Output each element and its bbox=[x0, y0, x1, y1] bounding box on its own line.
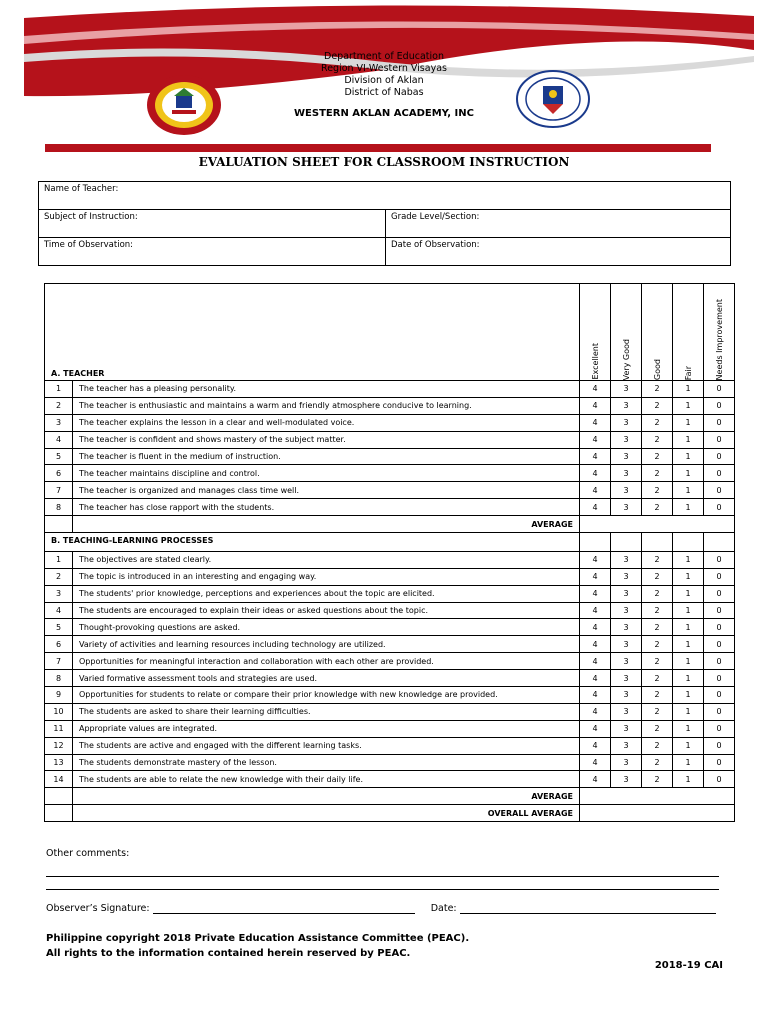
rating-option[interactable]: 1 bbox=[673, 720, 704, 737]
col-very-good: Very Good bbox=[611, 284, 642, 381]
signature-line[interactable] bbox=[153, 913, 415, 914]
rating-option[interactable]: 0 bbox=[704, 771, 735, 788]
table-row bbox=[45, 670, 735, 687]
item-number: 3 bbox=[45, 414, 73, 431]
rating-option[interactable]: 4 bbox=[580, 670, 611, 687]
rating-option[interactable]: 1 bbox=[673, 414, 704, 431]
item-number: 4 bbox=[45, 602, 73, 619]
rating-option[interactable]: 4 bbox=[580, 448, 611, 465]
item-number: 12 bbox=[45, 737, 73, 754]
rating-option[interactable]: 3 bbox=[611, 653, 642, 670]
rating-option[interactable]: 2 bbox=[642, 737, 673, 754]
rating-option[interactable]: 3 bbox=[611, 670, 642, 687]
item-number: 5 bbox=[45, 619, 73, 636]
rating-option[interactable]: 3 bbox=[611, 619, 642, 636]
rating-option[interactable]: 1 bbox=[673, 670, 704, 687]
rating-option[interactable]: 1 bbox=[673, 499, 704, 516]
table-row bbox=[45, 619, 735, 636]
table-row bbox=[45, 687, 735, 704]
col-needs-improvement: Needs Improvement bbox=[704, 284, 735, 381]
rating-option[interactable]: 1 bbox=[673, 585, 704, 602]
rating-option[interactable]: 3 bbox=[611, 720, 642, 737]
rating-option[interactable]: 2 bbox=[642, 720, 673, 737]
school-name: WESTERN AKLAN ACADEMY, INC bbox=[294, 108, 474, 119]
item-number: 14 bbox=[45, 771, 73, 788]
rating-option[interactable]: 4 bbox=[580, 720, 611, 737]
copyright-notice bbox=[46, 931, 469, 961]
item-number: 10 bbox=[45, 703, 73, 720]
rating-option[interactable]: 4 bbox=[580, 636, 611, 653]
comments-line-2[interactable] bbox=[46, 889, 719, 890]
item-number: 7 bbox=[45, 482, 73, 499]
table-row bbox=[45, 636, 735, 653]
section-b-average-row bbox=[45, 788, 735, 805]
rating-option[interactable]: 2 bbox=[642, 754, 673, 771]
item-number: 1 bbox=[45, 551, 73, 568]
rating-option[interactable]: 4 bbox=[580, 414, 611, 431]
rating-option[interactable]: 4 bbox=[580, 465, 611, 482]
rating-option[interactable]: 0 bbox=[704, 602, 735, 619]
blank-cell bbox=[673, 533, 704, 552]
item-statement: The teacher has close rapport with the students. bbox=[73, 499, 580, 516]
rating-option[interactable]: 4 bbox=[580, 397, 611, 414]
date-observation-field[interactable]: Date of Observation: bbox=[386, 238, 731, 266]
section-b-label: B. TEACHING-LEARNING PROCESSES bbox=[45, 533, 580, 552]
rating-option[interactable]: 0 bbox=[704, 414, 735, 431]
table-row bbox=[45, 602, 735, 619]
blank-cell bbox=[45, 805, 73, 822]
rating-option[interactable]: 2 bbox=[642, 687, 673, 704]
table-row bbox=[45, 431, 735, 448]
item-number: 2 bbox=[45, 568, 73, 585]
rating-option[interactable]: 3 bbox=[611, 381, 642, 398]
item-statement: The teacher has a pleasing personality. bbox=[73, 381, 580, 398]
item-number: 4 bbox=[45, 431, 73, 448]
section-a-average-label: AVERAGE bbox=[73, 516, 580, 533]
rating-option[interactable]: 2 bbox=[642, 381, 673, 398]
section-a-label: A. TEACHER bbox=[45, 284, 580, 381]
department-line: Department of Education bbox=[324, 51, 444, 62]
section-a-average-value[interactable] bbox=[580, 516, 735, 533]
table-row bbox=[45, 585, 735, 602]
item-statement: The teacher maintains discipline and control. bbox=[73, 465, 580, 482]
item-statement: The objectives are stated clearly. bbox=[73, 551, 580, 568]
copyright-line-2: All rights to the information contained herein reserved by PEAC. bbox=[46, 948, 411, 959]
table-row bbox=[45, 551, 735, 568]
item-statement: Opportunities for meaningful interaction and collaboration with each other are provided. bbox=[73, 653, 580, 670]
rating-option[interactable]: 3 bbox=[611, 568, 642, 585]
blank-cell bbox=[704, 533, 735, 552]
item-statement: The teacher is confident and shows mastery of the subject matter. bbox=[73, 431, 580, 448]
rating-option[interactable]: 2 bbox=[642, 499, 673, 516]
table-row bbox=[45, 737, 735, 754]
rating-option[interactable]: 2 bbox=[642, 703, 673, 720]
col-fair: Fair bbox=[673, 284, 704, 381]
table-row bbox=[45, 771, 735, 788]
signature-row bbox=[46, 903, 716, 914]
rating-option[interactable]: 1 bbox=[673, 754, 704, 771]
rating-option[interactable]: 0 bbox=[704, 636, 735, 653]
rating-option[interactable]: 3 bbox=[611, 737, 642, 754]
form-code: 2018-19 CAI bbox=[654, 960, 723, 971]
item-number: 11 bbox=[45, 720, 73, 737]
rating-option[interactable]: 3 bbox=[611, 499, 642, 516]
table-header-row bbox=[45, 284, 735, 381]
table-row bbox=[45, 720, 735, 737]
item-statement: Thought-provoking questions are asked. bbox=[73, 619, 580, 636]
item-statement: Opportunities for students to relate or compare their prior knowledge with new knowledge are provided. bbox=[73, 687, 580, 704]
item-statement: The teacher is fluent in the medium of instruction. bbox=[73, 448, 580, 465]
rating-option[interactable]: 4 bbox=[580, 499, 611, 516]
rating-option[interactable]: 3 bbox=[611, 602, 642, 619]
section-a-average-row bbox=[45, 516, 735, 533]
rating-option[interactable]: 0 bbox=[704, 585, 735, 602]
rating-option[interactable]: 1 bbox=[673, 771, 704, 788]
item-statement: The teacher is organized and manages class time well. bbox=[73, 482, 580, 499]
item-statement: Varied formative assessment tools and strategies are used. bbox=[73, 670, 580, 687]
rating-option[interactable]: 0 bbox=[704, 397, 735, 414]
division-line: Division of Aklan bbox=[344, 75, 424, 86]
rating-option[interactable]: 2 bbox=[642, 482, 673, 499]
subject-field[interactable]: Subject of Instruction: bbox=[39, 210, 386, 238]
rating-option[interactable]: 2 bbox=[642, 602, 673, 619]
rating-option[interactable]: 0 bbox=[704, 431, 735, 448]
teacher-info-table bbox=[38, 181, 731, 266]
rating-option[interactable]: 1 bbox=[673, 381, 704, 398]
rating-option[interactable]: 4 bbox=[580, 771, 611, 788]
rating-option[interactable]: 1 bbox=[673, 737, 704, 754]
signature-label: Observer’s Signature: bbox=[46, 903, 150, 914]
rating-option[interactable]: 3 bbox=[611, 703, 642, 720]
overall-average-value[interactable] bbox=[580, 805, 735, 822]
rating-option[interactable]: 4 bbox=[580, 754, 611, 771]
rating-option[interactable]: 1 bbox=[673, 465, 704, 482]
table-row bbox=[45, 754, 735, 771]
rating-option[interactable]: 2 bbox=[642, 448, 673, 465]
item-number: 6 bbox=[45, 465, 73, 482]
rating-option[interactable]: 0 bbox=[704, 670, 735, 687]
rating-option[interactable]: 1 bbox=[673, 397, 704, 414]
rating-option[interactable]: 1 bbox=[673, 431, 704, 448]
rating-option[interactable]: 0 bbox=[704, 653, 735, 670]
header-divider bbox=[45, 144, 711, 152]
header-text-block bbox=[234, 51, 534, 120]
item-number: 3 bbox=[45, 585, 73, 602]
rating-option[interactable]: 2 bbox=[642, 670, 673, 687]
item-statement: The students are encouraged to explain their ideas or asked questions about the topic. bbox=[73, 602, 580, 619]
rating-option[interactable]: 3 bbox=[611, 636, 642, 653]
rating-option[interactable]: 3 bbox=[611, 754, 642, 771]
rating-option[interactable]: 3 bbox=[611, 448, 642, 465]
table-row bbox=[45, 568, 735, 585]
rating-option[interactable]: 3 bbox=[611, 397, 642, 414]
table-row bbox=[45, 465, 735, 482]
rating-option[interactable]: 4 bbox=[580, 482, 611, 499]
item-number: 13 bbox=[45, 754, 73, 771]
rating-option[interactable]: 2 bbox=[642, 465, 673, 482]
col-good: Good bbox=[642, 284, 673, 381]
item-number: 8 bbox=[45, 670, 73, 687]
rating-option[interactable]: 1 bbox=[673, 687, 704, 704]
school-seal-logo bbox=[146, 74, 222, 136]
rating-option[interactable]: 1 bbox=[673, 482, 704, 499]
table-row bbox=[45, 414, 735, 431]
item-statement: The students are active and engaged with the different learning tasks. bbox=[73, 737, 580, 754]
item-statement: Variety of activities and learning resources including technology are utilized. bbox=[73, 636, 580, 653]
rating-option[interactable]: 0 bbox=[704, 720, 735, 737]
rating-option[interactable]: 3 bbox=[611, 482, 642, 499]
table-row bbox=[45, 482, 735, 499]
comments-line-1[interactable] bbox=[46, 876, 719, 877]
table-row bbox=[45, 703, 735, 720]
rating-option[interactable]: 4 bbox=[580, 602, 611, 619]
evaluation-table bbox=[44, 283, 735, 822]
rating-option[interactable]: 1 bbox=[673, 568, 704, 585]
rating-option[interactable]: 0 bbox=[704, 754, 735, 771]
rating-option[interactable]: 2 bbox=[642, 636, 673, 653]
rating-option[interactable]: 4 bbox=[580, 737, 611, 754]
blank-cell bbox=[45, 788, 73, 805]
rating-option[interactable]: 1 bbox=[673, 602, 704, 619]
rating-option[interactable]: 0 bbox=[704, 568, 735, 585]
date-line[interactable] bbox=[460, 913, 716, 914]
overall-average-row bbox=[45, 805, 735, 822]
rating-option[interactable]: 0 bbox=[704, 737, 735, 754]
rating-option[interactable]: 1 bbox=[673, 636, 704, 653]
item-statement: The students are asked to share their learning difficulties. bbox=[73, 703, 580, 720]
blank-cell bbox=[580, 533, 611, 552]
item-number: 6 bbox=[45, 636, 73, 653]
time-observation-field[interactable]: Time of Observation: bbox=[39, 238, 386, 266]
section-b-average-label: AVERAGE bbox=[73, 788, 580, 805]
rating-option[interactable]: 4 bbox=[580, 619, 611, 636]
item-statement: The teacher explains the lesson in a clear and well-modulated voice. bbox=[73, 414, 580, 431]
table-row bbox=[45, 499, 735, 516]
date-label: Date: bbox=[430, 903, 457, 914]
rating-option[interactable]: 2 bbox=[642, 397, 673, 414]
table-row bbox=[45, 381, 735, 398]
rating-option[interactable]: 1 bbox=[673, 551, 704, 568]
rating-option[interactable]: 2 bbox=[642, 653, 673, 670]
rating-option[interactable]: 0 bbox=[704, 448, 735, 465]
rating-option[interactable]: 0 bbox=[704, 687, 735, 704]
item-number: 2 bbox=[45, 397, 73, 414]
rating-option[interactable]: 1 bbox=[673, 448, 704, 465]
rating-option[interactable]: 3 bbox=[611, 414, 642, 431]
item-statement: The students are able to relate the new knowledge with their daily life. bbox=[73, 771, 580, 788]
col-excellent: Excellent bbox=[580, 284, 611, 381]
table-row bbox=[45, 448, 735, 465]
rating-option[interactable]: 2 bbox=[642, 585, 673, 602]
rating-option[interactable]: 2 bbox=[642, 551, 673, 568]
overall-average-label: OVERALL AVERAGE bbox=[73, 805, 580, 822]
item-number: 7 bbox=[45, 653, 73, 670]
item-number: 1 bbox=[45, 381, 73, 398]
rating-option[interactable]: 3 bbox=[611, 431, 642, 448]
item-statement: The teacher is enthusiastic and maintains a warm and friendly atmosphere conducive to learning. bbox=[73, 397, 580, 414]
section-b-average-value[interactable] bbox=[580, 788, 735, 805]
rating-option[interactable]: 3 bbox=[611, 585, 642, 602]
rating-option[interactable]: 3 bbox=[611, 687, 642, 704]
item-number: 8 bbox=[45, 499, 73, 516]
rating-option[interactable]: 0 bbox=[704, 619, 735, 636]
region-line: Region VI-Western Visayas bbox=[321, 63, 447, 74]
item-statement: The students' prior knowledge, perceptions and experiences about the topic are elicited. bbox=[73, 585, 580, 602]
rating-option[interactable]: 4 bbox=[580, 381, 611, 398]
rating-option[interactable]: 0 bbox=[704, 465, 735, 482]
blank-cell bbox=[45, 516, 73, 533]
other-comments-label: Other comments: bbox=[46, 848, 130, 859]
rating-option[interactable]: 4 bbox=[580, 431, 611, 448]
rating-option[interactable]: 4 bbox=[580, 687, 611, 704]
item-statement: The topic is introduced in an interesting and engaging way. bbox=[73, 568, 580, 585]
section-b-header-row bbox=[45, 533, 735, 552]
item-statement: Appropriate values are integrated. bbox=[73, 720, 580, 737]
rating-option[interactable]: 4 bbox=[580, 653, 611, 670]
rating-option[interactable]: 0 bbox=[704, 703, 735, 720]
rating-option[interactable]: 3 bbox=[611, 551, 642, 568]
copyright-line-1: Philippine copyright 2018 Private Education Assistance Committee (PEAC). bbox=[46, 933, 470, 944]
rating-option[interactable]: 2 bbox=[642, 771, 673, 788]
rating-option[interactable]: 0 bbox=[704, 381, 735, 398]
rating-option[interactable]: 4 bbox=[580, 568, 611, 585]
rating-option[interactable]: 1 bbox=[673, 703, 704, 720]
table-row bbox=[45, 653, 735, 670]
rating-option[interactable]: 2 bbox=[642, 619, 673, 636]
rating-option[interactable]: 0 bbox=[704, 482, 735, 499]
item-number: 9 bbox=[45, 687, 73, 704]
rating-option[interactable]: 4 bbox=[580, 585, 611, 602]
rating-option[interactable]: 1 bbox=[673, 619, 704, 636]
rating-option[interactable]: 2 bbox=[642, 568, 673, 585]
item-statement: The students demonstrate mastery of the lesson. bbox=[73, 754, 580, 771]
table-row bbox=[45, 397, 735, 414]
rating-option[interactable]: 2 bbox=[642, 431, 673, 448]
page-title: EVALUATION SHEET FOR CLASSROOM INSTRUCTION bbox=[198, 155, 570, 169]
rating-option[interactable]: 4 bbox=[580, 703, 611, 720]
rating-option[interactable]: 3 bbox=[611, 771, 642, 788]
blank-cell bbox=[642, 533, 673, 552]
blank-cell bbox=[611, 533, 642, 552]
rating-option[interactable]: 4 bbox=[580, 551, 611, 568]
grade-level-field[interactable]: Grade Level/Section: bbox=[386, 210, 731, 238]
rating-option[interactable]: 2 bbox=[642, 414, 673, 431]
teacher-name-field[interactable]: Name of Teacher: bbox=[39, 182, 731, 210]
rating-option[interactable]: 3 bbox=[611, 465, 642, 482]
rating-option[interactable]: 0 bbox=[704, 551, 735, 568]
rating-option[interactable]: 1 bbox=[673, 653, 704, 670]
rating-option[interactable]: 0 bbox=[704, 499, 735, 516]
district-line: District of Nabas bbox=[344, 87, 424, 98]
item-number: 5 bbox=[45, 448, 73, 465]
